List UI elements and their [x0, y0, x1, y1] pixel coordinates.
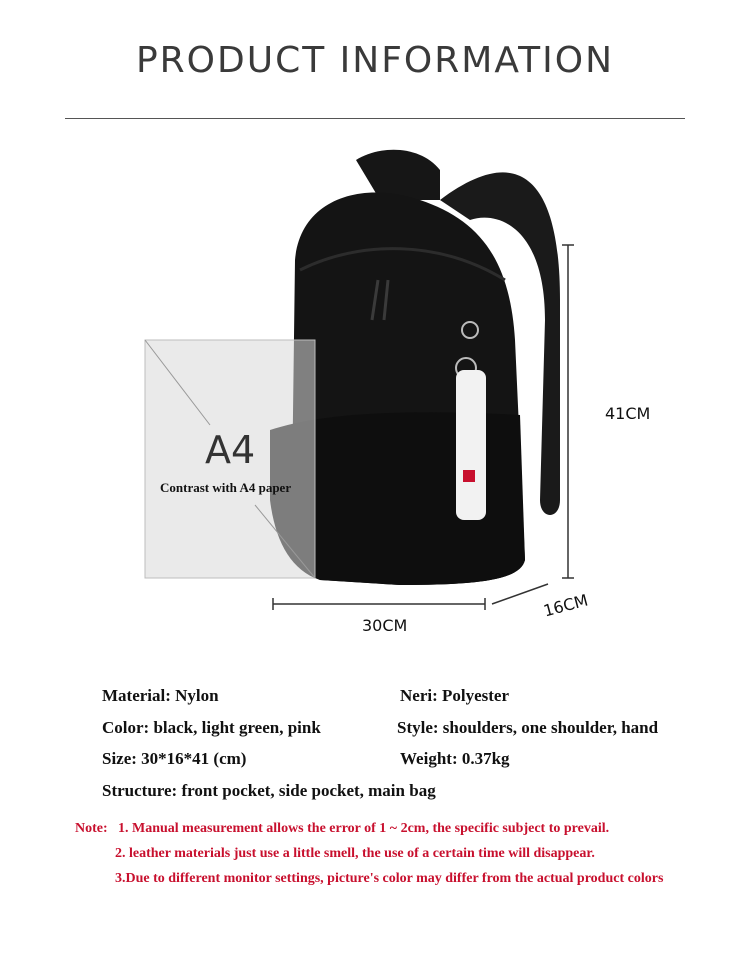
width-label: 30CM	[362, 616, 408, 635]
height-label: 41CM	[605, 404, 651, 423]
note-line-1: 1. Manual measurement allows the error of 1 ~ 2cm, the specific subject to prevail.	[118, 821, 610, 836]
title-divider	[65, 118, 685, 119]
spec-material: Material: Nylon	[102, 686, 219, 705]
page-title: PRODUCT INFORMATION	[135, 40, 615, 81]
note-prefix: Note:	[75, 821, 108, 836]
spec-structure: Structure: front pocket, side pocket, main bag	[102, 781, 436, 800]
depth-label: 16CM	[541, 590, 591, 621]
backpack-illustration	[0, 140, 750, 660]
keychain-tag	[456, 370, 486, 520]
spec-style: Style: shoulders, one shoulder, hand	[397, 718, 659, 737]
a4-label: A4	[205, 428, 256, 472]
note-line-2: 2. leather materials just use a little smell, the use of a certain time will disappear.	[115, 846, 595, 861]
note-line-3: 3.Due to different monitor settings, picture's color may differ from the actual product colors	[115, 871, 664, 886]
spec-weight: Weight: 0.37kg	[400, 749, 510, 768]
spec-lining: Neri: Polyester	[400, 686, 510, 705]
spec-size: Size: 30*16*41 (cm)	[102, 749, 247, 768]
a4-caption: Contrast with A4 paper	[160, 480, 292, 495]
spec-color: Color: black, light green, pink	[102, 718, 321, 737]
